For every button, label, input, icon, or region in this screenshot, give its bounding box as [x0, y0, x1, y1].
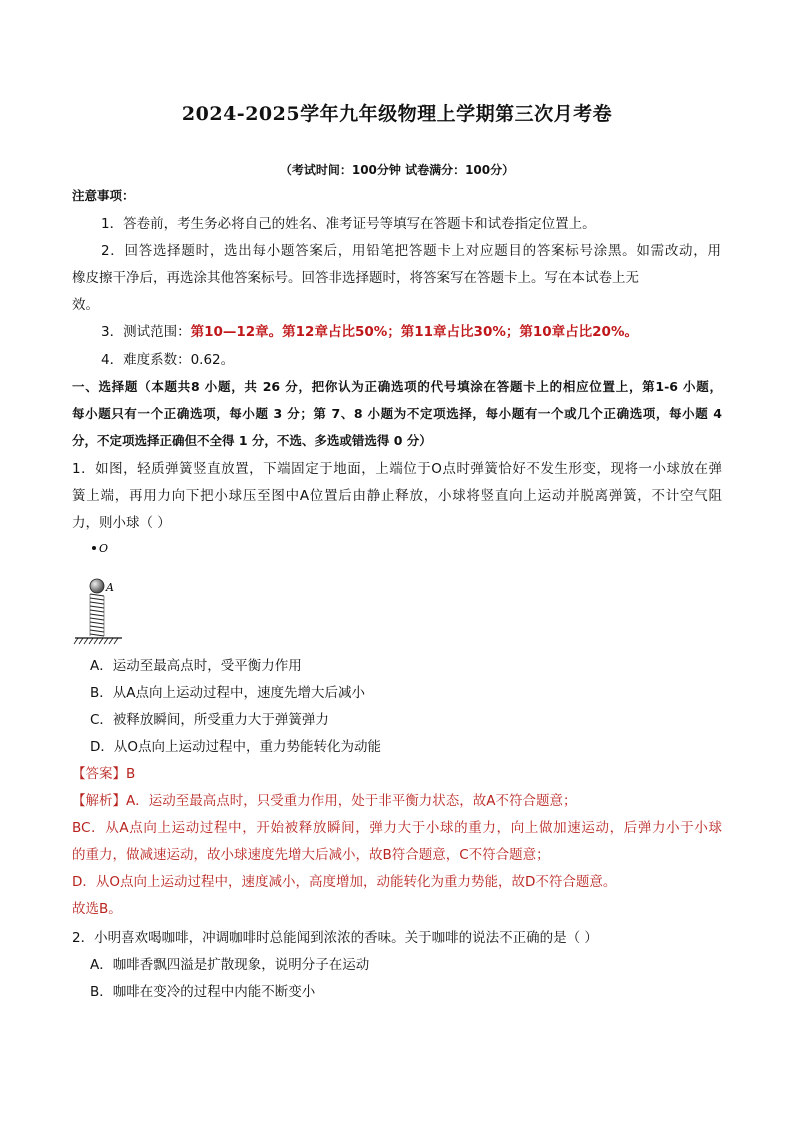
notice-heading: 注意事项：	[72, 188, 135, 203]
question-1-analysis-line-1	[72, 791, 576, 811]
notice-item-2-line-3: 效。	[72, 297, 99, 313]
question-1-answer: 【答案】B	[72, 766, 136, 782]
question-1-line-1: 1．如图，轻质弹簧竖直放置，下端固定于地面，上端位于O点时弹簧恰好不发生形变，现将一小球放在弹	[72, 461, 722, 477]
question-1-analysis-line-2: BC．从A点向上运动过程中，开始被释放瞬间，弹力大于小球的重力，向上做加速运动，后弹力小于小球	[72, 820, 722, 836]
question-1-analysis-line-3: 的重力，做减速运动，故小球速度先增大后减小，故B符合题意，C不符合题意；	[72, 847, 550, 863]
question-1-analysis-line-4: D．从O点向上运动过程中，速度减小，高度增加，动能转化为重力势能，故D不符合题意。	[72, 874, 617, 890]
question-2-line-1: 2．小明喜欢喝咖啡，冲调咖啡时总能闻到浓浓的香味。关于咖啡的说法不正确的是（ ）	[72, 930, 598, 946]
question-1-analysis-line-5: 故选B。	[72, 901, 122, 917]
question-1-line-2: 簧上端，再用力向下把小球压至图中A位置后由静止释放，小球将竖直向上运动并脱离弹簧，不计空气阻	[72, 488, 722, 504]
section-1-heading-line-1: 一、选择题（本题共8 小题，共 26 分，把你认为正确选项的代号填涂在答题卡上的相应位置上，第1-6 小题，	[72, 379, 722, 394]
test-scope-text: 第10—12章。第12章占比50%；第11章占比30%；第10章占比20%。	[190, 324, 638, 340]
ground-hatch	[74, 638, 118, 644]
spring-ball-figure	[70, 540, 130, 650]
question-1-line-3: 力，则小球（ ）	[72, 515, 171, 531]
section-1-heading-line-2: 每小题只有一个正确选项，每小题 3 分；第 7、8 小题为不定项选择，每小题有一个或几个正确选项，每小题 4	[72, 406, 722, 421]
question-1-option-b: B．从A点向上运动过程中，速度先增大后减小	[90, 685, 365, 701]
exam-subtitle: （考试时间：100分钟 试卷满分：100分）	[279, 163, 515, 177]
analysis-tag: 【解析】	[72, 793, 126, 809]
point-a-label: A	[106, 581, 114, 594]
notice-item-1: 1．答卷前，考生务必将自己的姓名、准考证号等填写在答题卡和试卷指定位置上。	[101, 216, 596, 232]
notice-item-2-line-1: 2．回答选择题时，选出每小题答案后，用铅笔把答题卡上对应题目的答案标号涂黑。如需改动，用	[101, 243, 721, 259]
question-1-option-a: A．运动至最高点时，受平衡力作用	[90, 658, 302, 674]
notice-item-3-prefix: 3．测试范围：	[101, 324, 191, 340]
question-2-option-b: B．咖啡在变冷的过程中内能不断变小	[90, 984, 316, 1000]
ball	[90, 579, 104, 593]
notice-item-4: 4．难度系数：0.62。	[101, 352, 235, 368]
notice-item-2-line-2: 橡皮擦干净后，再选涂其他答案标号。回答非选择题时，将答案写在答题卡上。写在本试卷上无	[72, 270, 639, 286]
point-o-label: O	[99, 542, 109, 555]
notice-item-3	[101, 322, 638, 342]
section-1-heading-line-3: 分，不定项选择正确但不全得 1 分，不选、多选或错选得 0 分）	[72, 433, 432, 448]
analysis-text-1: A．运动至最高点时，只受重力作用，处于非平衡力状态，故A不符合题意；	[126, 793, 577, 809]
page-title: 2024-2025学年九年级物理上学期第三次月考卷	[181, 103, 613, 125]
question-1-option-d: D．从O点向上运动过程中，重力势能转化为动能	[90, 739, 382, 755]
question-1-option-c: C．被释放瞬间，所受重力大于弹簧弹力	[90, 712, 329, 728]
point-o-dot	[92, 546, 96, 550]
question-2-option-a: A．咖啡香飘四溢是扩散现象，说明分子在运动	[90, 957, 370, 973]
spring-coil	[90, 594, 104, 636]
